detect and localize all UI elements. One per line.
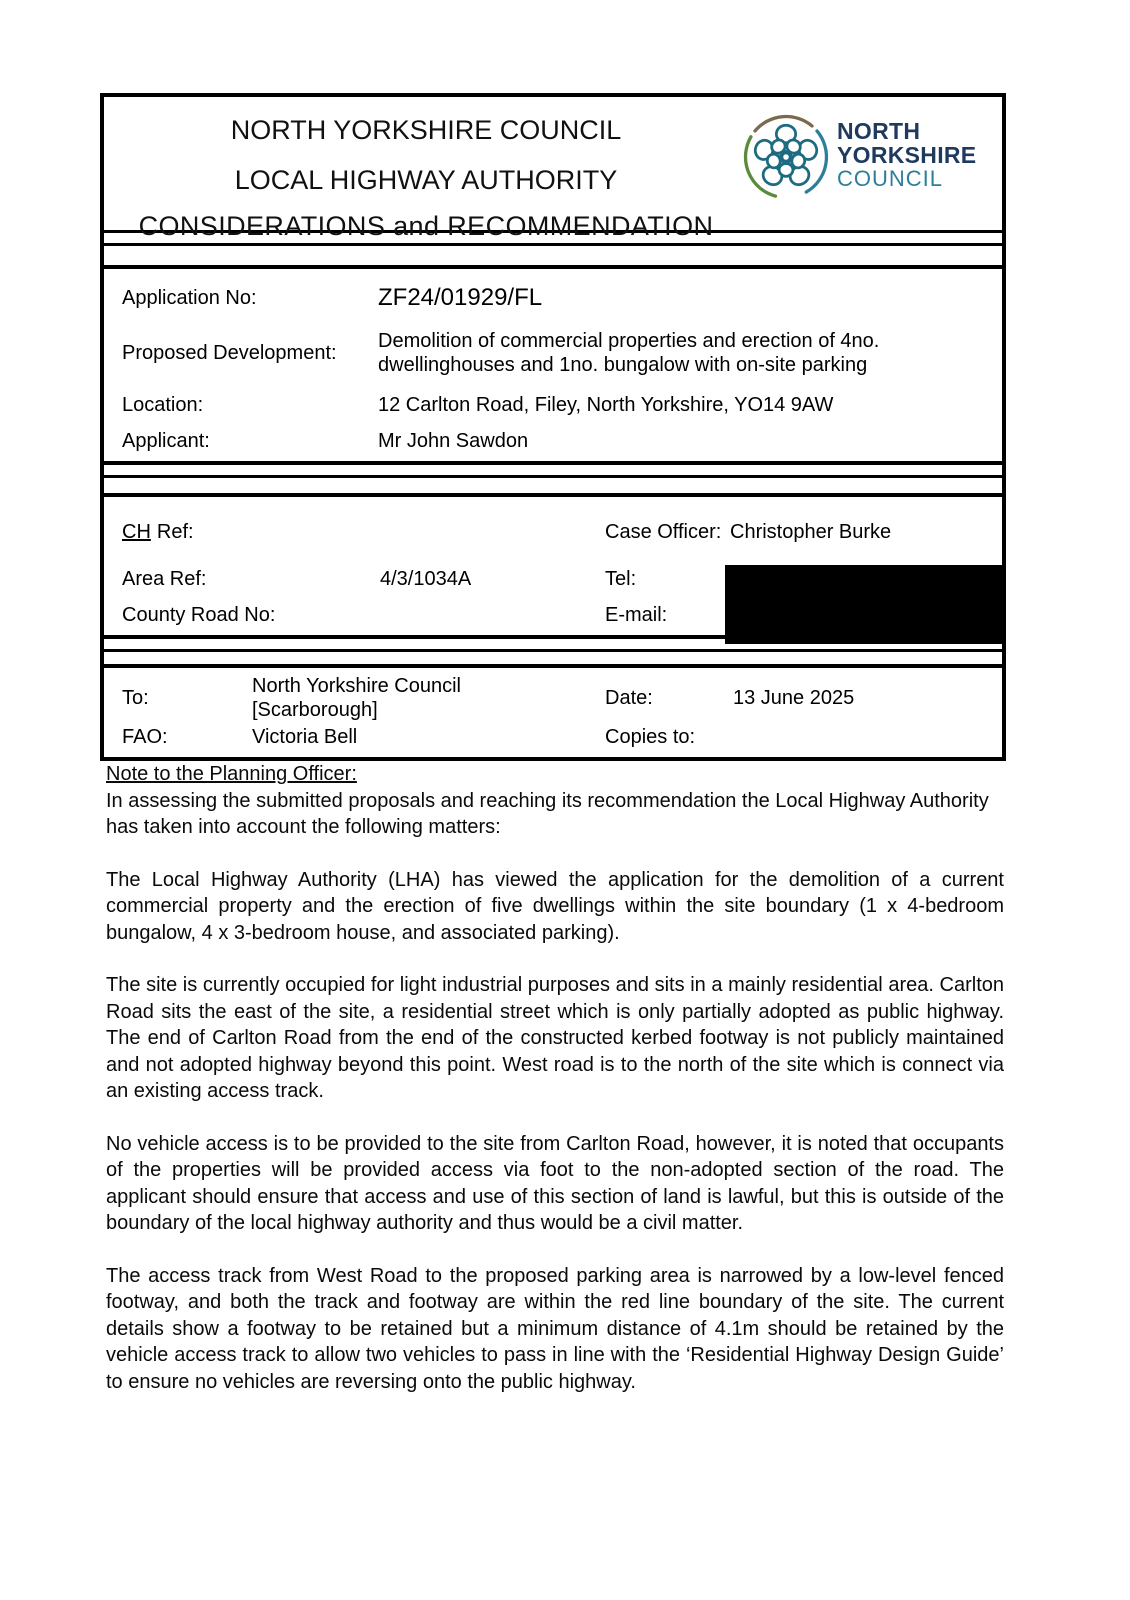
case-officer-value: Christopher Burke xyxy=(730,520,892,543)
logo-wordmark xyxy=(837,119,976,191)
date-value: 13 June 2025 xyxy=(733,686,855,709)
to-label: To: xyxy=(122,686,149,709)
separator-gap xyxy=(104,246,1002,265)
paragraph-site-description: The site is currently occupied for light industrial purposes and sits in a mainly residential area. Carlton Road sits the east of the site, a residential street which is only partially adopted as public highway. The end of Carlton Road from the end of the constructed kerbed footway is not publicly maintained and not adopted highway beyond this point. West road is to the north of the site which is connect via an existing access track. xyxy=(106,974,1004,1102)
proposed-development-value: Demolition of commercial properties and erection of 4no. dwellinghouses and 1no. bungalow with on-site parking xyxy=(378,330,880,376)
applicant-label: Applicant: xyxy=(122,429,210,452)
county-road-label: County Road No: xyxy=(122,603,276,626)
highway-authority-form xyxy=(100,93,1006,761)
table-row xyxy=(122,722,1002,752)
application-no-label: Application No: xyxy=(122,286,257,309)
table-row xyxy=(122,276,992,320)
separator-band xyxy=(104,465,1002,478)
area-ref-value: 4/3/1034A xyxy=(380,567,472,590)
ch-ref-label-underlined: CH xyxy=(122,520,151,543)
routing-table xyxy=(104,664,1002,761)
separator-gap xyxy=(104,478,1002,493)
ch-ref-label xyxy=(122,521,380,544)
email-label: E-mail: xyxy=(605,604,668,626)
to-value xyxy=(252,674,605,722)
table-row xyxy=(122,386,992,424)
paragraph-lha-viewed: The Local Highway Authority (LHA) has viewed the application for the demolition of a current commercial property and the erection of five dwellings within the site boundary (1 x 4-bedroom bungalow, 4 x 3-bedroom house, and associated parking). xyxy=(106,868,1004,944)
copies-to-label: Copies to: xyxy=(605,725,696,748)
separator-gap xyxy=(104,652,1002,664)
title-authority: LOCAL HIGHWAY AUTHORITY xyxy=(234,165,618,195)
officer-note-section xyxy=(106,761,1004,1395)
application-details-table xyxy=(104,265,1002,465)
application-no-value: ZF24/01929/FL xyxy=(378,284,543,311)
redacted-contact-info xyxy=(725,565,1006,644)
north-yorkshire-council-logo xyxy=(740,105,990,230)
case-officer-label: Case Officer: xyxy=(605,521,722,543)
to-value-line1: North Yorkshire Council xyxy=(252,675,461,697)
location-value: 12 Carlton Road, Filey, North Yorkshire, YO14 9AW xyxy=(378,394,834,416)
date-label: Date: xyxy=(605,686,653,709)
paragraph-vehicle-access: No vehicle access is to be provided to the site from Carlton Road, however, it is noted that occupants of the properties will be provided access via foot to the non-adopted section of the road. The applicant should ensure that access and use of this section of land is lawful, but this is outside of the boundary of the local highway authority and thus would be a civil matter. xyxy=(106,1132,1004,1234)
fao-value: Victoria Bell xyxy=(252,725,358,748)
table-row xyxy=(122,424,992,458)
title-council: NORTH YORKSHIRE COUNCIL xyxy=(230,115,622,145)
ch-ref-label-rest: Ref: xyxy=(156,520,194,543)
table-row xyxy=(122,320,992,386)
title-recommendation: CONSIDERATIONS and RECOMMENDATION xyxy=(138,211,714,241)
logo-line-yorkshire: YORKSHIRE xyxy=(837,142,977,168)
table-row xyxy=(122,503,1002,561)
paragraph-access-track: The access track from West Road to the proposed parking area is narrowed by a low-level fenced footway, and both the track and footway are within the red line boundary of the site. The current details show a footway to be retained but a minimum distance of 4.1m should be retained by the vehicle access track to allow two vehicles to pass in line with the ‘Residential Highway Design Guide’ to ensure no vehicles are reversing onto the public highway. xyxy=(106,1264,1004,1393)
form-title-block xyxy=(112,105,740,241)
contact-details-table xyxy=(104,493,1002,639)
area-ref-label: Area Ref: xyxy=(122,567,207,590)
note-intro: In assessing the submitted proposals and reaching its recommendation the Local Highway Authority has taken into account the following matters: xyxy=(106,789,989,838)
proposed-development-label: Proposed Development: xyxy=(122,341,337,364)
note-heading: Note to the Planning Officer: xyxy=(106,763,357,785)
applicant-value: Mr John Sawdon xyxy=(378,430,529,452)
logo-line-council: COUNCIL xyxy=(837,166,944,191)
fao-label: FAO: xyxy=(122,725,168,748)
table-row xyxy=(122,674,1002,722)
form-header xyxy=(104,93,1002,241)
tel-label: Tel: xyxy=(605,568,637,590)
yorkshire-rose-icon xyxy=(740,111,832,203)
location-label: Location: xyxy=(122,393,204,416)
to-value-line2: [Scarborough] xyxy=(252,699,378,721)
logo-line-north: NORTH xyxy=(837,118,921,144)
